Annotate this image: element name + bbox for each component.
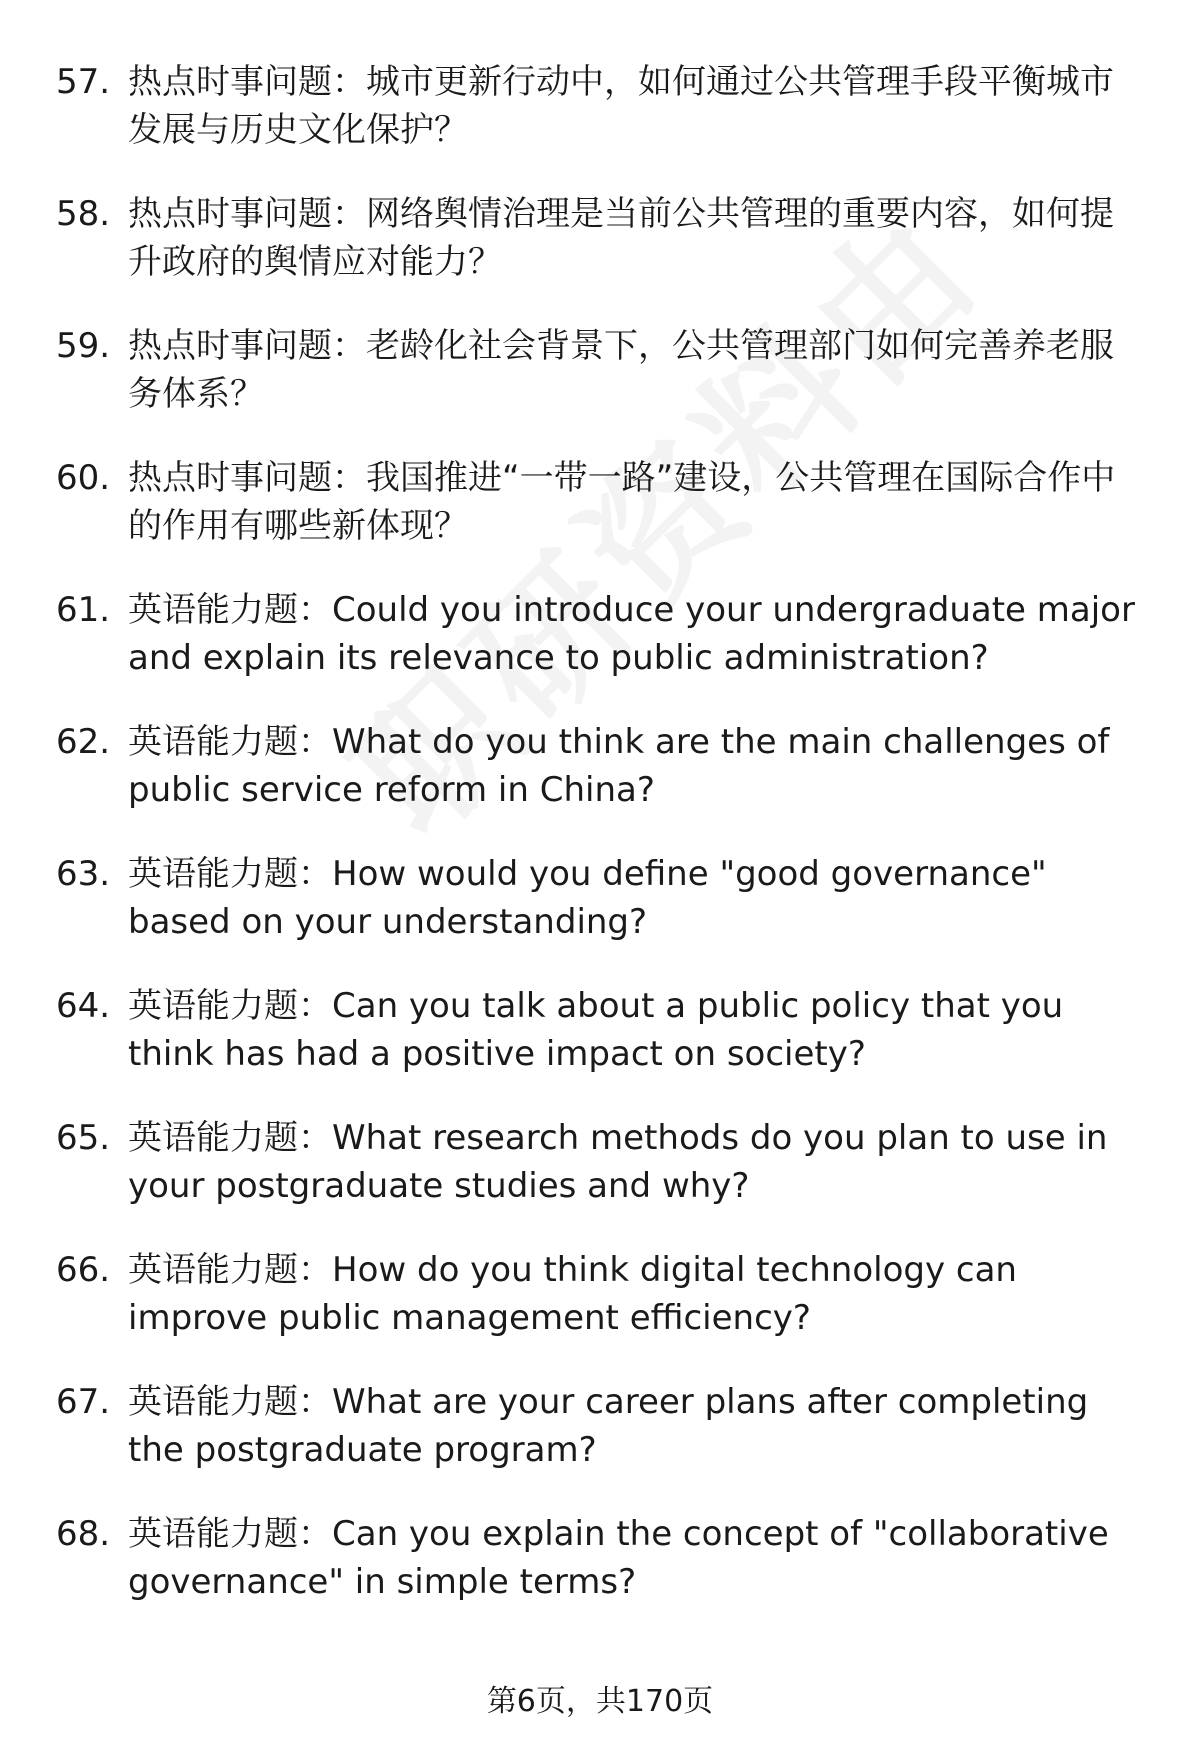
- list-item: [56, 1378, 1146, 1510]
- item-number: 66.: [56, 1250, 111, 1290]
- item-text: 英语能力题：Can you talk about a public policy that you think has had a positive impact on society?: [128, 986, 1064, 1074]
- item-number: 59.: [56, 326, 111, 366]
- item-number: 64.: [56, 986, 111, 1026]
- item-number: 63.: [56, 854, 111, 894]
- item-text: 英语能力题：What research methods do you plan to use in your postgraduate studies and why?: [128, 1118, 1108, 1206]
- question-list: [56, 58, 1146, 1642]
- page-number: 第6页，共170页: [486, 1684, 714, 1719]
- item-text: 热点时事问题：城市更新行动中，如何通过公共管理手段平衡城市发展与历史文化保护？: [128, 62, 1114, 150]
- item-number: 61.: [56, 590, 111, 630]
- list-item: [56, 322, 1146, 454]
- item-text: 热点时事问题：网络舆情治理是当前公共管理的重要内容，如何提升政府的舆情应对能力？: [128, 194, 1114, 282]
- list-item: [56, 454, 1146, 586]
- item-text: 英语能力题：How do you think digital technology can improve public management efficiency?: [128, 1250, 1017, 1338]
- item-text: 英语能力题：What are your career plans after completing the postgraduate program?: [128, 1382, 1089, 1470]
- item-text: 热点时事问题：老龄化社会背景下，公共管理部门如何完善养老服务体系？: [128, 326, 1114, 414]
- item-number: 62.: [56, 722, 111, 762]
- list-item: [56, 982, 1146, 1114]
- item-text: 热点时事问题：我国推进“一带一路”建设，公共管理在国际合作中的作用有哪些新体现？: [128, 458, 1116, 546]
- list-item: [56, 586, 1146, 718]
- item-text: 英语能力题：How would you define "good governance" based on your understanding?: [128, 854, 1047, 942]
- list-item: [56, 1510, 1146, 1642]
- item-text: 英语能力题：Could you introduce your undergraduate major and explain its relevance to public administration?: [128, 590, 1135, 678]
- item-number: 58.: [56, 194, 111, 234]
- list-item: [56, 1246, 1146, 1378]
- item-number: 68.: [56, 1514, 111, 1554]
- item-text: 英语能力题：What do you think are the main challenges of public service reform in China?: [128, 722, 1110, 810]
- list-item: [56, 718, 1146, 850]
- list-item: [56, 1114, 1146, 1246]
- item-number: 60.: [56, 458, 111, 498]
- list-item: [56, 58, 1146, 190]
- list-item: [56, 850, 1146, 982]
- list-item: [56, 190, 1146, 322]
- item-text: 英语能力题：Can you explain the concept of "collaborative governance" in simple terms?: [128, 1514, 1109, 1602]
- item-number: 57.: [56, 62, 111, 102]
- item-number: 65.: [56, 1118, 111, 1158]
- item-number: 67.: [56, 1382, 111, 1422]
